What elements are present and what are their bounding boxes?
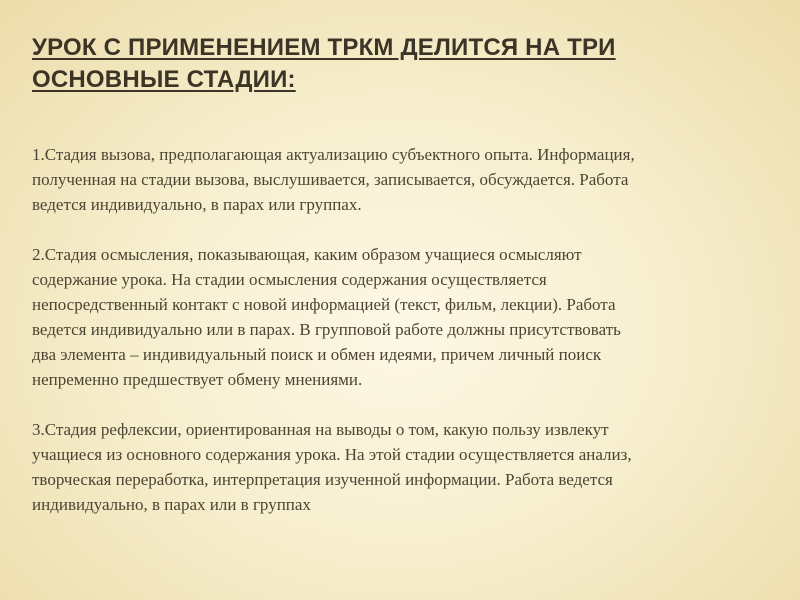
paragraph-line: полученная на стадии вызова, выслушивается, записывается, обсуждается. Работа (32, 170, 629, 189)
paragraph-line: творческая переработка, интерпретация изученной информации. Работа ведется (32, 470, 613, 489)
paragraph-line: непременно предшествует обмену мнениями. (32, 370, 363, 389)
paragraph-line: индивидуально, в парах или в группах (32, 495, 311, 514)
slide-title-line: УРОК С ПРИМЕНЕНИЕМ ТРКМ ДЕЛИТСЯ НА ТРИ (32, 34, 616, 61)
paragraph-line: ведется индивидуально, в парах или группах. (32, 195, 362, 214)
paragraph-line: ведется индивидуально или в парах. В групповой работе должны присутствовать (32, 320, 621, 339)
stage-paragraph-comprehension (32, 242, 774, 392)
paragraph-line: два элемента – индивидуальный поиск и обмен идеями, причем личный поиск (32, 345, 602, 364)
paragraph-line: непосредственный контакт с новой информацией (текст, фильм, лекции). Работа (32, 295, 616, 314)
slide-title-line: ОСНОВНЫЕ СТАДИИ: (32, 66, 296, 93)
paragraph-line: 3.Стадия рефлексии, ориентированная на выводы о том, какую пользу извлекут (32, 420, 609, 439)
slide-body (32, 142, 774, 542)
paragraph-line: содержание урока. На стадии осмысления содержания осуществляется (32, 270, 547, 289)
slide-title (32, 32, 762, 96)
stage-paragraph-call (32, 142, 774, 217)
paragraph-line: учащиеся из основного содержания урока. На этой стадии осуществляется анализ, (32, 445, 632, 464)
stage-paragraph-reflection (32, 417, 774, 517)
paragraph-line: 2.Стадия осмысления, показывающая, каким образом учащиеся осмысляют (32, 245, 582, 264)
paragraph-line: 1.Стадия вызова, предполагающая актуализацию субъектного опыта. Информация, (32, 145, 635, 164)
